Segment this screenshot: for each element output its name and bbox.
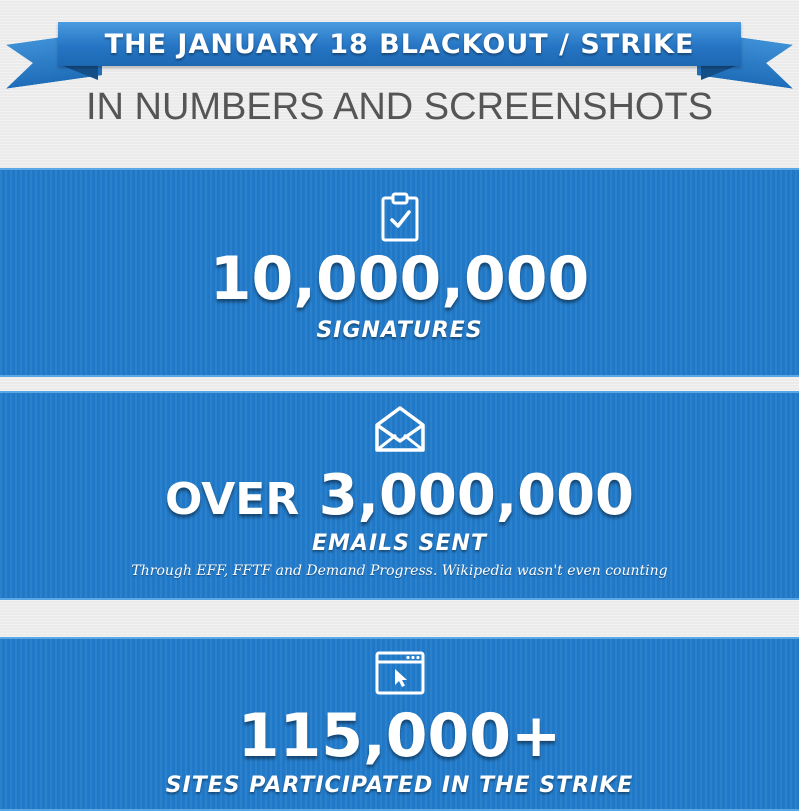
- sites-count: 115,000+: [237, 701, 562, 771]
- stat-band-sites: [0, 637, 799, 811]
- sites-label: SITES PARTICIPATED IN THE STRIKE: [165, 773, 634, 798]
- emails-note: Through EFF, FFTF and Demand Progress. Wikipedia wasn't even counting: [131, 563, 668, 579]
- emails-count: 3,000,000: [318, 463, 635, 528]
- clipboard-check-icon: [380, 192, 420, 242]
- stat-band-signatures: [0, 168, 799, 377]
- emails-count-line: [0, 463, 799, 528]
- page-title: THE JANUARY 18 BLACKOUT / STRIKE: [104, 28, 695, 60]
- signatures-count: 10,000,000: [209, 244, 590, 314]
- ribbon-banner: [58, 22, 741, 66]
- emails-prefix: OVER: [164, 474, 300, 525]
- page-subtitle: IN NUMBERS AND SCREENSHOTS: [85, 86, 714, 128]
- signatures-label: SIGNATURES: [316, 318, 483, 343]
- header-ribbon: [0, 0, 799, 95]
- stat-band-emails: [0, 391, 799, 600]
- open-envelope-icon: [374, 405, 426, 453]
- emails-label: EMAILS SENT: [312, 531, 487, 556]
- browser-window-cursor-icon: [375, 651, 425, 695]
